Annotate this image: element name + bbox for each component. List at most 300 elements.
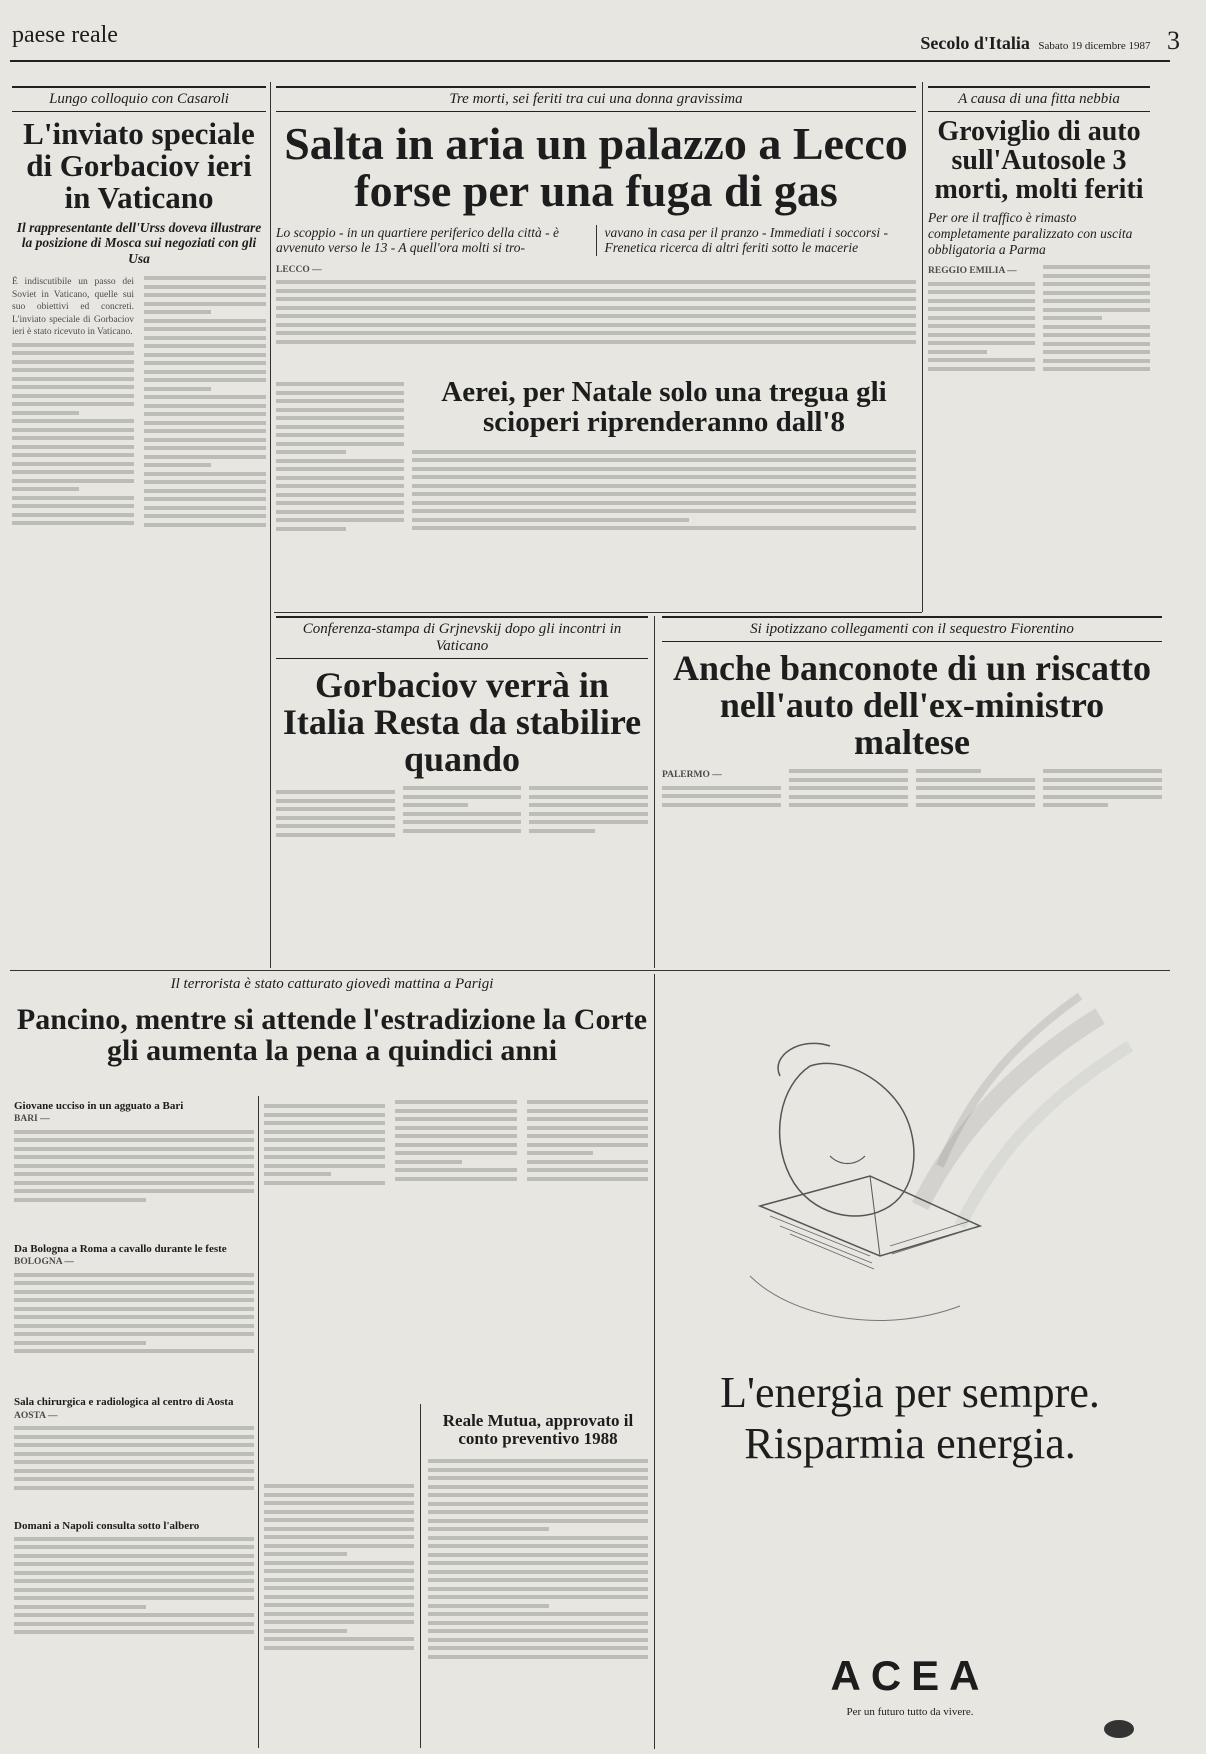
text-line [1043,333,1150,337]
text-line [14,1315,254,1319]
text-line [428,1459,648,1463]
text-line [14,1469,254,1473]
text-line [403,786,522,790]
gorbaciov-article [276,616,648,1016]
text-line [276,510,404,514]
text-line [395,1126,516,1130]
brief-item [14,1243,254,1386]
text-line [928,358,1035,362]
text-line [12,411,79,415]
text-line [144,387,211,391]
lecco-dateline: LECCO — [276,264,322,275]
text-line [276,807,395,811]
text-line [12,496,134,500]
text-line [14,1605,146,1609]
text-line [428,1612,648,1616]
ad-slogan [660,1368,1160,1469]
text-line [12,377,134,381]
text-line [264,1172,331,1176]
text-line [264,1510,414,1514]
text-line [276,391,404,395]
text-line [14,1189,254,1193]
text-line [144,276,266,280]
text-line [264,1113,385,1117]
text-line [662,786,781,790]
text-line [276,518,404,522]
text-line [12,368,134,372]
fog-kicker: A causa di una fitta nebbia [928,86,1150,112]
text-line [264,1569,414,1573]
text-line [412,475,916,479]
lecco-sub-left: Lo scoppio - in un quartiere periferico della città - è avvenuto verso le 13 - A quell'ora molti si tro- [276,225,597,256]
text-line [1043,803,1108,807]
text-line [144,302,266,306]
malta-headline: Anche banconote di un riscatto nell'auto dell'ex-ministro maltese [672,648,1152,763]
text-line [144,480,266,484]
vatican-kicker: Lungo colloquio con Casaroli [12,86,266,112]
text-line [428,1485,648,1489]
text-line [14,1554,254,1558]
lecco-sub-right: vavano in casa per il pranzo - Immediati i soccorsi - Frenetica ricerca di altri feriti sotto le macerie [604,224,888,256]
text-line [144,497,266,501]
text-line [12,521,134,525]
text-line [14,1460,254,1464]
text-line [395,1100,516,1104]
text-line [395,1168,516,1172]
text-line [12,360,134,364]
text-line [276,816,395,820]
text-line [144,285,266,289]
text-line [916,786,1035,790]
text-line [276,833,395,837]
text-line [928,350,987,354]
text-line [276,824,395,828]
strike-article [412,378,916,576]
text-line [527,1100,648,1104]
text-line [276,450,346,454]
column-divider [654,616,655,968]
text-line [276,297,916,301]
seal-icon [1104,1720,1134,1738]
text-line [403,820,522,824]
malta-body [662,769,1162,999]
text-line [264,1629,347,1633]
fog-headline: Groviglio di auto sull'Autosole 3 morti, molti feriti [934,116,1144,205]
text-line [395,1177,516,1181]
text-line [14,1181,254,1185]
text-line [144,319,266,323]
text-line [264,1620,414,1624]
text-line [1043,325,1150,329]
lecco-kicker: Tre morti, sei feriti tra cui una donna gravissima [276,86,916,112]
brief-title: Sala chirurgica e radiologica al centro di Aosta [14,1396,234,1409]
text-line [264,1493,414,1497]
brief-item [14,1100,254,1233]
text-line [789,786,908,790]
text-line [144,446,266,450]
text-line [428,1638,648,1642]
mutua-headline: Reale Mutua, approvato il conto preventivo 1988 [442,1411,634,1448]
text-line [428,1578,648,1582]
text-line [12,504,134,508]
text-line [144,523,266,527]
text-line [12,428,134,432]
text-line [12,479,134,483]
text-line [144,412,266,416]
lecco-article [276,86,916,376]
text-line [412,450,916,454]
text-line [395,1143,516,1147]
vatican-body: È indiscutibile un passo dei Soviet in Vaticano, quelle sui suo obiettivi ed concreti. L'inviato speciale di Gorbaciov ieri è stato ricevuto in Vaticano. [12,276,266,936]
text-line [276,416,404,420]
text-line [928,307,1035,311]
text-line [264,1612,414,1616]
text-line [529,786,648,790]
text-line [12,394,134,398]
text-line [276,399,404,403]
text-line [428,1553,648,1557]
text-line [14,1426,254,1430]
text-line [395,1117,516,1121]
text-line [12,462,134,466]
text-line [928,324,1035,328]
pancino-kicker: Il terrorista è stato catturato giovedì mattina a Parigi [170,976,494,992]
text-line [144,463,211,467]
text-line [403,795,522,799]
text-line [14,1324,254,1328]
text-line [144,378,266,382]
text-line [14,1622,254,1626]
text-line [264,1578,414,1582]
text-line [14,1138,254,1142]
text-line [14,1486,254,1490]
text-line [662,803,781,807]
text-line [14,1307,254,1311]
text-line [428,1510,648,1514]
strike-body [412,446,916,576]
text-line [264,1501,414,1505]
text-line [276,382,404,386]
text-line [412,492,916,496]
briefs-column [14,1100,254,1683]
text-line [276,280,916,284]
brief-body: BOLOGNA — [14,1256,254,1386]
text-line [789,795,908,799]
text-line [1043,795,1162,799]
text-line [428,1629,648,1633]
text-line [527,1168,648,1172]
text-line [264,1484,414,1488]
text-line [144,421,266,425]
text-line [527,1177,648,1181]
text-line [276,323,916,327]
text-line [916,803,1035,807]
text-line [14,1613,254,1617]
text-line [14,1332,254,1336]
text-line [14,1273,254,1277]
lecco-subhead [276,225,916,256]
text-line [144,429,266,433]
text-line [412,518,689,522]
lecco-headline: Salta in aria un palazzo a Lecco forse per una fuga di gas [284,118,908,217]
text-line [527,1126,648,1130]
gorbaciov-kicker: Conferenza-stampa di Grjnevskij dopo gli incontri in Vaticano [276,616,648,659]
text-line [12,487,79,491]
text-line [144,438,266,442]
brief-title: Domani a Napoli consulta sotto l'albero [14,1519,200,1532]
text-line [14,1155,254,1159]
text-line [1043,274,1150,278]
text-line [144,336,266,340]
fog-subhead: Per ore il traffico è rimasto completamente paralizzato con uscita obbligatoria a Parma [928,210,1133,257]
text-line [412,458,916,462]
text-line [264,1637,414,1641]
text-line [144,472,266,476]
fog-dateline: REGGIO EMILIA — [928,266,1017,277]
mutua-article [428,1412,648,1754]
section-rule [274,612,922,613]
text-line [264,1164,385,1168]
brief-body [14,1533,254,1683]
text-line [14,1545,254,1549]
text-line [14,1147,254,1151]
text-line [14,1349,254,1353]
text-line [264,1130,385,1134]
text-line [428,1604,549,1608]
text-line [144,404,266,408]
text-line [144,344,266,348]
text-line [1043,316,1102,320]
text-line [928,333,1035,337]
text-line [12,385,134,389]
brief-item [14,1396,254,1509]
text-line [276,314,916,318]
text-line [1043,350,1150,354]
text-line [276,425,404,429]
text-line [12,445,134,449]
text-line [789,769,908,773]
pancino-headline: Pancino, mentre si attende l'estradizione la Corte gli aumenta la pena a quindici anni [16,1003,648,1067]
text-line [662,794,781,798]
page-number: 3 [1167,26,1180,55]
text-line [928,367,1035,371]
text-line [527,1134,648,1138]
text-line [916,769,981,773]
text-line [14,1130,254,1134]
text-line [14,1198,146,1202]
text-line [1043,769,1162,773]
text-line [264,1586,414,1590]
text-line [1043,299,1150,303]
text-line [276,442,404,446]
text-line [276,408,404,412]
text-line [144,514,266,518]
text-line [264,1147,385,1151]
malta-kicker: Si ipotizzano collegamenti con il sequestro Fiorentino [662,616,1162,642]
column-divider [270,82,271,968]
text-line [12,513,134,517]
text-line [529,803,648,807]
text-line [264,1518,414,1522]
text-line [276,790,395,794]
text-line [144,361,266,365]
text-line [1043,778,1162,782]
text-line [403,803,468,807]
text-line [276,484,404,488]
text-line [14,1477,254,1481]
text-line [14,1281,254,1285]
text-line [1043,359,1150,363]
text-line [276,799,395,803]
text-line [144,310,211,314]
text-line [527,1143,648,1147]
text-line [1043,342,1150,346]
section-title: paese reale [12,22,118,48]
pancino-body-continued [264,1480,414,1740]
text-line [412,484,916,488]
text-line [403,812,522,816]
text-line [529,820,648,824]
text-line [395,1109,516,1113]
text-line [428,1502,648,1506]
text-line [395,1134,516,1138]
text-line [276,340,916,344]
header-rule [10,60,1170,62]
lecco-body [276,264,916,376]
text-line [403,829,522,833]
column-divider [420,1404,421,1748]
strike-headline: Aerei, per Natale solo una tregua gli scioperi riprenderanno dall'8 [441,376,887,438]
text-line [14,1579,254,1583]
text-line [276,459,404,463]
reading-man-illustration [660,976,1160,1376]
ad-tagline: Per un futuro tutto da vivere. [846,1706,974,1718]
text-line [428,1544,648,1548]
text-line [14,1164,254,1168]
text-line [916,778,1035,782]
text-line [276,527,346,531]
text-line [12,402,134,406]
column-divider [654,974,655,1749]
malta-dateline: PALERMO — [662,770,722,781]
text-line [14,1298,254,1302]
text-line [276,289,916,293]
malta-article [662,616,1162,999]
text-line [14,1588,254,1592]
text-line [276,306,916,310]
text-line [14,1630,254,1634]
brief-body: BARI — [14,1113,254,1233]
text-line [428,1595,648,1599]
text-line [14,1562,254,1566]
text-line [1043,786,1162,790]
brief-title: Da Bologna a Roma a cavallo durante le feste [14,1243,227,1256]
text-line [12,436,134,440]
acea-ad [660,976,1160,1746]
text-line [928,290,1035,294]
text-line [276,467,404,471]
text-line [264,1552,347,1556]
text-line [412,467,916,471]
masthead [920,26,1180,56]
brief-item [14,1520,254,1683]
text-line [264,1646,414,1650]
text-line [264,1561,414,1565]
text-line [14,1443,254,1447]
text-line [1043,265,1150,269]
fog-body [928,265,1150,565]
text-line [928,341,1035,345]
text-line [428,1519,648,1523]
text-line [276,476,404,480]
text-line [428,1587,648,1591]
column-divider [922,82,923,612]
text-line [527,1151,594,1155]
text-line [14,1341,146,1345]
text-line [264,1535,414,1539]
vatican-article [12,86,266,936]
text-line [264,1155,385,1159]
column-divider [258,1096,259,1748]
text-line [264,1121,385,1125]
text-line [529,795,648,799]
section-rule [10,970,1170,971]
text-line [276,331,916,335]
text-line [412,501,916,505]
text-line [14,1172,254,1176]
text-line [527,1109,648,1113]
text-line [428,1476,648,1480]
text-line [264,1527,414,1531]
brief-title: Giovane ucciso in un agguato a Bari [14,1100,184,1112]
gorbaciov-headline: Gorbaciov verrà in Italia Resta da stabilire quando [282,665,642,780]
fog-article [928,86,1150,565]
text-line [276,501,404,505]
text-line [529,829,594,833]
text-line [14,1537,254,1541]
acea-logo: ACEA [830,1652,990,1699]
text-line [264,1138,385,1142]
text-line [916,795,1035,799]
text-line [395,1160,462,1164]
text-line [144,327,266,331]
text-line [928,316,1035,320]
text-line [412,509,916,513]
ad-slogan-line2: Risparmia energia. [744,1418,1076,1468]
text-line [14,1290,254,1294]
text-line [14,1596,254,1600]
text-line [264,1595,414,1599]
text-line [144,370,266,374]
text-line [789,778,908,782]
text-line [12,470,134,474]
text-line [428,1646,648,1650]
text-line [527,1160,648,1164]
text-line [144,395,266,399]
text-line [14,1571,254,1575]
vatican-headline: L'inviato speciale di Gorbaciov ieri in Vaticano [23,116,255,215]
text-line [928,282,1035,286]
vatican-subhead: Il rappresentante dell'Urss doveva illustrare la posizione di Mosca sui negoziati con gli Usa [16,219,262,266]
text-line [1043,367,1150,371]
text-line [428,1493,648,1497]
text-line [264,1104,385,1108]
text-line [12,419,134,423]
text-line [529,812,648,816]
text-line [428,1536,648,1540]
text-line [276,493,404,497]
text-line [527,1117,648,1121]
